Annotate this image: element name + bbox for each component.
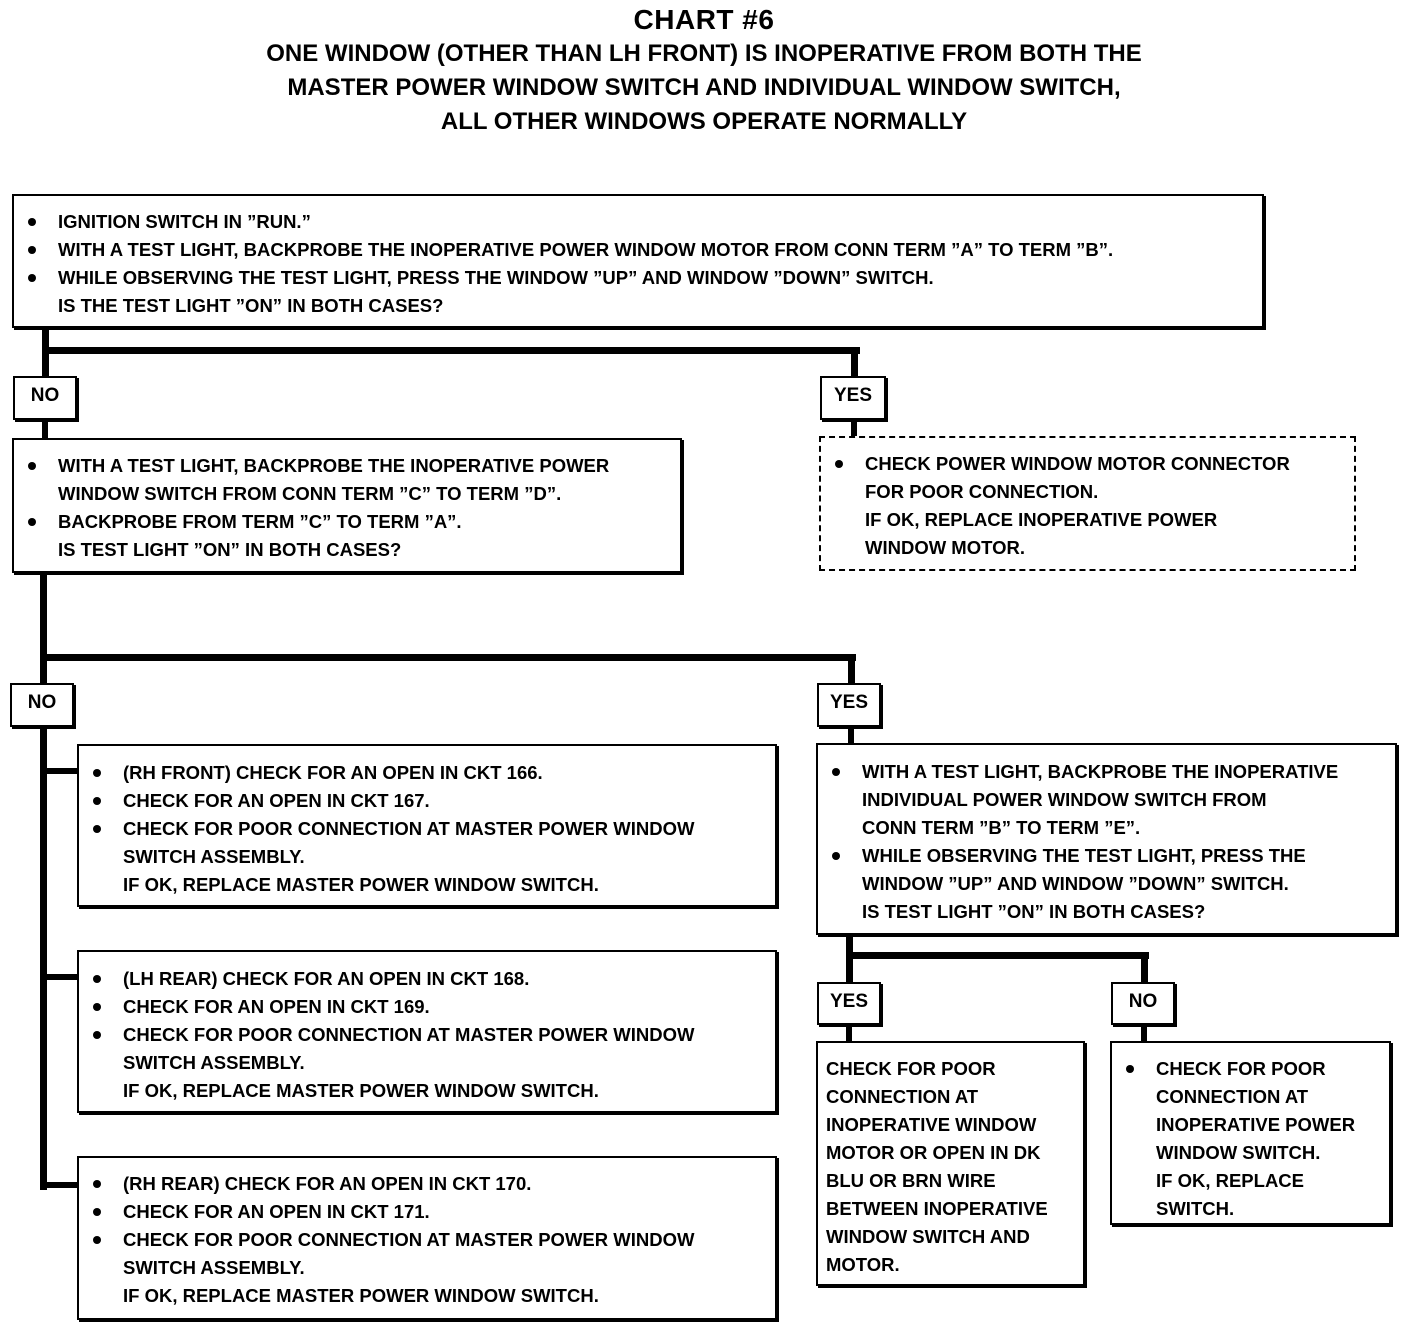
final-no-bullet [1112,1055,1389,1223]
step1-bullet-1: IGNITION SWITCH IN ”RUN.” [14,208,1262,236]
step1-box [12,194,1264,328]
lh-rear-bullet-1: (LH REAR) CHECK FOR AN OPEN IN CKT 168. [79,965,775,993]
connector-branch3-horizontal [846,952,1149,959]
rh-rear-bullet-3 [79,1226,775,1282]
step3-yes-bullet-1-line-3: CONN TERM ”B” TO TERM ”E”. [862,817,1141,838]
connector-to-lh-rear [40,974,80,980]
final-yes-line-8: MOTOR. [826,1254,900,1275]
rh-rear-bullet-1: (RH REAR) CHECK FOR AN OPEN IN CKT 170. [79,1170,775,1198]
rh-rear-bullet-3-line-2: SWITCH ASSEMBLY. [123,1257,305,1278]
no-label-3: NO [1111,982,1175,1025]
final-yes-line-1: CHECK FOR POOR [826,1058,996,1079]
lh-rear-if-ok: IF OK, REPLACE MASTER POWER WINDOW SWITCH. [123,1080,599,1101]
lh-rear-bullet-3 [79,1021,775,1077]
step2-no-bullet-1-line-1: WITH A TEST LIGHT, BACKPROBE THE INOPERATIVE POWER [58,455,610,476]
step2-yes-line-2: FOR POOR CONNECTION. [865,481,1099,502]
lh-rear-bullet-3-line-2: SWITCH ASSEMBLY. [123,1052,305,1073]
final-yes-line-4: MOTOR OR OPEN IN DK [826,1142,1041,1163]
rh-front-if-ok: IF OK, REPLACE MASTER POWER WINDOW SWITCH. [123,874,599,895]
step2-yes-box [819,436,1356,571]
connector-to-rh-front [40,768,80,774]
rh-rear-bullet-2: CHECK FOR AN OPEN IN CKT 171. [79,1198,775,1226]
final-no-line-5: IF OK, REPLACE [1156,1170,1305,1191]
step2-yes-line-4: WINDOW MOTOR. [865,537,1025,558]
no-label-1: NO [13,376,77,420]
connector-yes2-down [848,654,855,684]
connector-no3-down [1141,952,1148,985]
step3-yes-bullet-1-line-2: INDIVIDUAL POWER WINDOW SWITCH FROM [862,789,1267,810]
step2-no-bullet-1 [14,452,680,508]
connector-branch2-horizontal [40,654,856,661]
step2-no-bullet-1-line-2: WINDOW SWITCH FROM CONN TERM ”C” TO TERM ”D”. [58,483,562,504]
yes-label-1: YES [820,376,886,420]
connector-branch1-horizontal [42,347,860,354]
step3-yes-bullet-1-line-1: WITH A TEST LIGHT, BACKPROBE THE INOPERATIVE [862,761,1339,782]
step1-bullet-3: WHILE OBSERVING THE TEST LIGHT, PRESS THE WINDOW ”UP” AND WINDOW ”DOWN” SWITCH. [14,264,1262,292]
final-yes-text [818,1055,1083,1279]
yes-label-2: YES [817,683,881,727]
step1-question: IS THE TEST LIGHT ”ON” IN BOTH CASES? [58,295,444,316]
final-no-line-6: SWITCH. [1156,1198,1235,1219]
final-no-box [1110,1041,1391,1225]
final-yes-line-2: CONNECTION AT [826,1086,979,1107]
step3-yes-bullet-2-line-1: WHILE OBSERVING THE TEST LIGHT, PRESS THE [862,845,1306,866]
connector-step3-down [846,934,853,985]
lh-rear-bullet-2: CHECK FOR AN OPEN IN CKT 169. [79,993,775,1021]
rh-front-bullet-3-line-1: CHECK FOR POOR CONNECTION AT MASTER POWER WINDOW [123,818,695,839]
final-yes-box [816,1041,1085,1286]
rh-front-bullet-1: (RH FRONT) CHECK FOR AN OPEN IN CKT 166. [79,759,775,787]
connector-yes1-down [851,347,858,377]
final-no-line-4: WINDOW SWITCH. [1156,1142,1321,1163]
step3-yes-box [816,743,1397,935]
step3-yes-bullet-2 [818,842,1395,898]
yes-label-3: YES [817,982,881,1025]
connector-step2-down [40,572,47,684]
step3-yes-bullet-1 [818,758,1395,842]
step1-bullet-2: WITH A TEST LIGHT, BACKPROBE THE INOPERATIVE POWER WINDOW MOTOR FROM CONN TERM ”A” TO TERM ”B”. [14,236,1262,264]
connector-no1-to-step2 [42,420,48,440]
final-yes-line-6: BETWEEN INOPERATIVE [826,1198,1048,1219]
chart-subtitle-line-1: ONE WINDOW (OTHER THAN LH FRONT) IS INOPERATIVE FROM BOTH THE [266,40,1142,67]
step2-yes-line-1: CHECK POWER WINDOW MOTOR CONNECTOR [865,453,1290,474]
final-no-line-3: INOPERATIVE POWER [1156,1114,1356,1135]
final-yes-line-3: INOPERATIVE WINDOW [826,1114,1037,1135]
chart-subtitle-line-2: MASTER POWER WINDOW SWITCH AND INDIVIDUAL WINDOW SWITCH, [287,74,1121,101]
step2-no-question: IS TEST LIGHT ”ON” IN BOTH CASES? [58,539,402,560]
rh-rear-bullet-3-line-1: CHECK FOR POOR CONNECTION AT MASTER POWER WINDOW [123,1229,695,1250]
chart-subtitle-line-3: ALL OTHER WINDOWS OPERATE NORMALLY [440,108,968,135]
lh-rear-bullet-3-line-1: CHECK FOR POOR CONNECTION AT MASTER POWER WINDOW [123,1024,695,1045]
rh-rear-if-ok: IF OK, REPLACE MASTER POWER WINDOW SWITCH. [123,1285,599,1306]
rh-front-bullet-3 [79,815,775,871]
step2-no-box [12,438,682,573]
step2-yes-line-3: IF OK, REPLACE INOPERATIVE POWER [865,509,1218,530]
lh-rear-box [77,950,777,1113]
step2-yes-bullet [821,450,1354,562]
final-no-line-2: CONNECTION AT [1156,1086,1309,1107]
final-yes-line-5: BLU OR BRN WIRE [826,1170,996,1191]
rh-front-box [77,744,777,907]
rh-front-bullet-2: CHECK FOR AN OPEN IN CKT 167. [79,787,775,815]
final-no-line-1: CHECK FOR POOR [1156,1058,1326,1079]
chart-title: CHART #6 [633,4,775,35]
rh-rear-box [77,1156,777,1320]
step3-yes-bullet-2-line-2: WINDOW ”UP” AND WINDOW ”DOWN” SWITCH. [862,873,1289,894]
connector-no2-trunk [40,727,47,1190]
step2-no-bullet-2: BACKPROBE FROM TERM ”C” TO TERM ”A”. [14,508,680,536]
final-yes-line-7: WINDOW SWITCH AND [826,1226,1030,1247]
step3-yes-question: IS TEST LIGHT ”ON” IN BOTH CASES? [862,901,1206,922]
rh-front-bullet-3-line-2: SWITCH ASSEMBLY. [123,846,305,867]
connector-to-rh-rear [40,1182,80,1188]
no-label-2: NO [10,683,74,727]
